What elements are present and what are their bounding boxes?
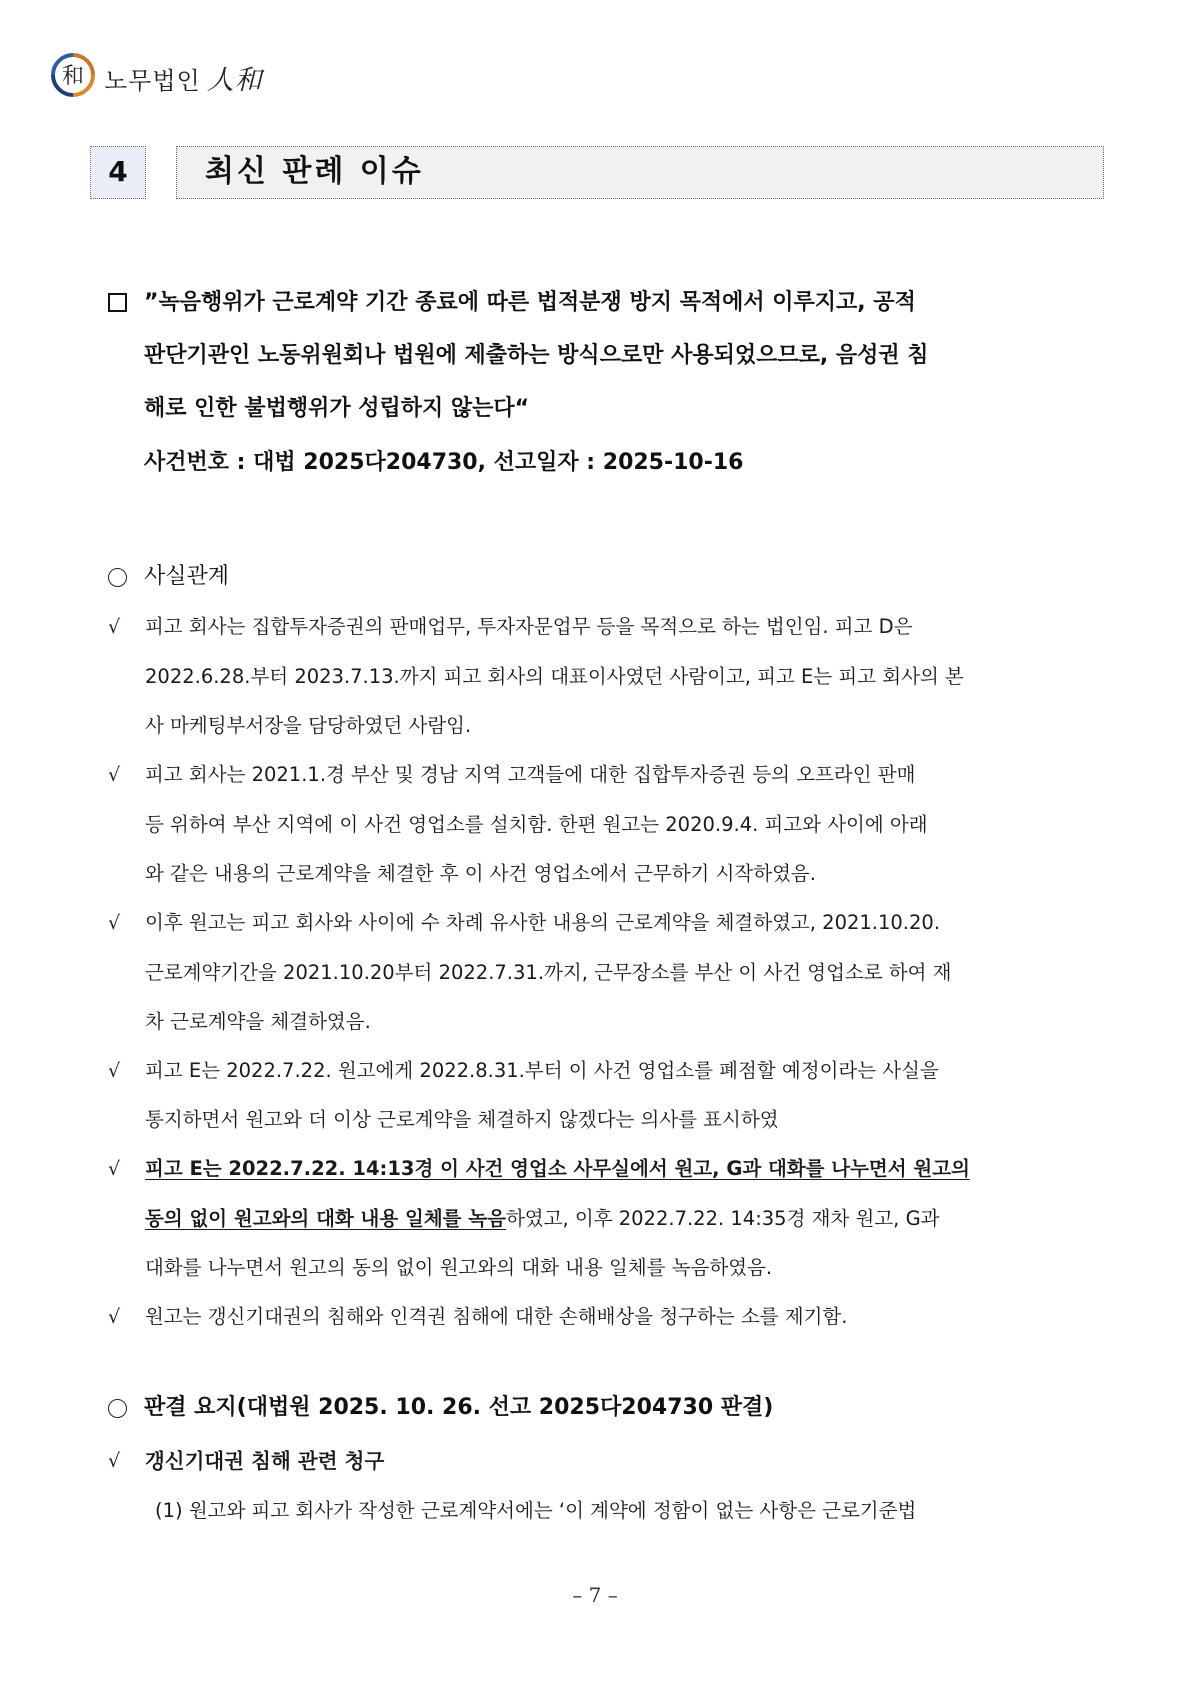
facts-heading: 사실관계 bbox=[144, 564, 230, 589]
check-icon: √ bbox=[108, 1306, 121, 1328]
fact-1-line-2: 2022.6.28.부터 2023.7.13.까지 피고 회사의 대표이사였던 사람이고, 피고 E는 피고 회사의 본 bbox=[145, 665, 964, 688]
circle-bullet-icon bbox=[108, 568, 127, 587]
fact-5-line-3: 대화를 나누면서 원고의 동의 없이 원고와의 대화 내용 일체를 녹음하였음. bbox=[145, 1256, 773, 1279]
fact-1-line-3: 사 마케팅부서장을 담당하였던 사람임. bbox=[145, 714, 472, 737]
fact-1-line-1: 피고 회사는 집합투자증권의 판매업무, 투자자문업무 등을 목적으로 하는 법인임. 피고 D은 bbox=[145, 615, 913, 638]
fact-3-line-1: 이후 원고는 피고 회사와 사이에 수 차례 유사한 내용의 근로계약을 체결하였고, 2021.10.20. bbox=[145, 911, 941, 934]
ruling-heading: 판결 요지(대법원 2025. 10. 26. 선고 2025다204730 판결) bbox=[144, 1395, 774, 1420]
case-quote-line-2: 판단기관인 노동위원회나 법원에 제출하는 방식으로만 사용되었으므로, 음성권 침 bbox=[144, 343, 929, 368]
company-logo-icon bbox=[50, 52, 96, 98]
check-icon: √ bbox=[108, 912, 121, 934]
fact-5-line-2-rest: 하였고, 이후 2022.7.22. 14:35경 재차 원고, G과 bbox=[505, 1207, 940, 1230]
fact-3-line-2: 근로계약기간을 2021.10.20부터 2022.7.31.까지, 근무장소를 부산 이 사건 영업소로 하여 재 bbox=[145, 961, 952, 984]
org-name-script: 人和 bbox=[206, 65, 263, 96]
checkbox-icon bbox=[108, 293, 127, 312]
fact-2-line-3: 와 같은 내용의 근로계약을 체결한 후 이 사건 영업소에서 근무하기 시작하였음. bbox=[145, 862, 816, 885]
fact-5-line-1: 피고 E는 2022.7.22. 14:13경 이 사건 영업소 사무실에서 원고, G과 대화를 나누면서 원고의 bbox=[145, 1157, 970, 1180]
fact-5-emphasis: 동의 없이 원고와의 대화 내용 일체를 녹음 bbox=[145, 1207, 506, 1230]
check-icon: √ bbox=[108, 764, 121, 786]
check-icon: √ bbox=[108, 1450, 121, 1472]
section-number: 4 bbox=[90, 146, 146, 199]
fact-5-line-2 bbox=[145, 1204, 940, 1234]
fact-4-line-1: 피고 E는 2022.7.22. 원고에게 2022.8.31.부터 이 사건 영업소를 폐점할 예정이라는 사실을 bbox=[145, 1059, 939, 1082]
page-number: – 7 – bbox=[572, 1583, 618, 1607]
check-icon: √ bbox=[108, 1158, 121, 1180]
ruling-para-1: (1) 원고와 피고 회사가 작성한 근로계약서에는 ‘이 계약에 정함이 없는 사항은 근로기준법 bbox=[155, 1499, 917, 1522]
check-icon: √ bbox=[108, 616, 121, 638]
fact-2-line-1: 피고 회사는 2021.1.경 부산 및 경남 지역 고객들에 대한 집합투자증권 등의 오프라인 판매 bbox=[145, 763, 916, 786]
fact-6-line-1: 원고는 갱신기대권의 침해와 인격권 침해에 대한 손해배상을 청구하는 소를 제기함. bbox=[145, 1305, 848, 1328]
fact-4-line-2: 통지하면서 원고와 더 이상 근로계약을 체결하지 않겠다는 의사를 표시하였 bbox=[145, 1108, 779, 1131]
circle-bullet-icon bbox=[108, 1399, 127, 1418]
check-icon: √ bbox=[108, 1060, 121, 1082]
logo-char: 和 bbox=[61, 64, 85, 89]
fact-2-line-2: 등 위하여 부산 지역에 이 사건 영업소를 설치함. 한편 원고는 2020.9.4. 피고와 사이에 아래 bbox=[145, 813, 928, 836]
case-quote-line-1: ”녹음행위가 근로계약 기간 종료에 따른 법적분쟁 방지 목적에서 이루지고, 공적 bbox=[144, 290, 916, 315]
fact-3-line-3: 차 근로계약을 체결하였음. bbox=[145, 1010, 371, 1033]
section-title: 최신 판례 이슈 bbox=[176, 146, 1104, 199]
case-info: 사건번호 : 대법 2025다204730, 선고일자 : 2025-10-16 bbox=[144, 450, 744, 475]
case-quote-line-3: 해로 인한 불법행위가 성립하지 않는다“ bbox=[144, 396, 530, 421]
org-name-text: 노무법인 bbox=[104, 67, 201, 95]
org-name bbox=[104, 58, 263, 97]
ruling-sub-heading: 갱신기대권 침해 관련 청구 bbox=[145, 1449, 385, 1473]
